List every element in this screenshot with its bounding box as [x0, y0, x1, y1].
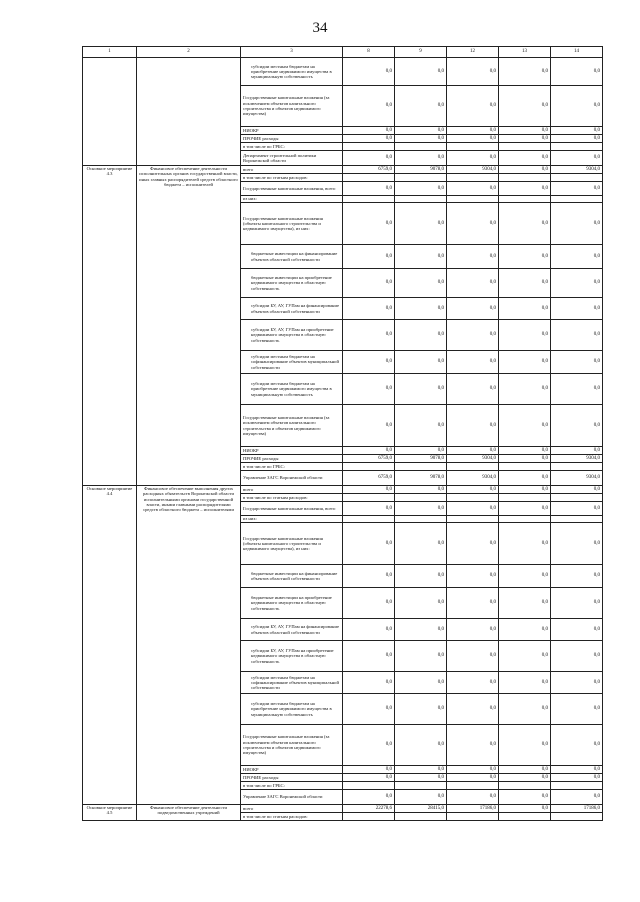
value-cell: 9304,0: [551, 166, 603, 174]
value-cell: 0,0: [343, 320, 395, 351]
value-cell: 0,0: [447, 320, 499, 351]
value-cell: [395, 463, 447, 471]
value-cell: [395, 196, 447, 203]
value-cell: 0,0: [343, 766, 395, 774]
expense-item-cell: Управление ЗАГС Воронежской области: [241, 471, 343, 486]
value-cell: 0,0: [447, 565, 499, 588]
value-cell: 6759,0: [343, 455, 395, 463]
value-cell: 0,0: [447, 641, 499, 672]
value-cell: 0,0: [395, 298, 447, 320]
value-cell: 0,0: [447, 269, 499, 298]
value-cell: 0,0: [551, 135, 603, 143]
value-cell: 0,0: [395, 502, 447, 516]
value-cell: 0,0: [395, 405, 447, 447]
value-cell: 0,0: [551, 641, 603, 672]
expense-item-cell: бюджетные инвестиции на финансирование объектов областной собственности: [241, 245, 343, 269]
value-cell: 0,0: [499, 523, 551, 565]
table-row: [83, 58, 603, 86]
value-cell: 0,0: [551, 269, 603, 298]
value-cell: 0,0: [395, 523, 447, 565]
value-cell: 0,0: [447, 447, 499, 455]
value-cell: 0,0: [343, 151, 395, 166]
value-cell: 0,0: [343, 694, 395, 725]
value-cell: 9078,0: [395, 455, 447, 463]
value-cell: 0,0: [447, 405, 499, 447]
value-cell: 0,0: [343, 565, 395, 588]
expense-item-cell: ПРОЧИЕ расходы: [241, 774, 343, 782]
value-cell: 0,0: [447, 766, 499, 774]
value-cell: [343, 516, 395, 523]
expense-item-cell: бюджетные инвестиции на приобретение недвижимого имущества в областную собственность: [241, 588, 343, 619]
expense-item-cell: НИОКР: [241, 127, 343, 135]
value-cell: 17186,0: [447, 805, 499, 813]
value-cell: 0,0: [447, 619, 499, 641]
value-cell: 0,0: [343, 203, 395, 245]
value-cell: 0,0: [343, 725, 395, 766]
expense-item-cell: Государственные капитальные вложения (объекты капитального строительства и недвижимого имущества), из них:: [241, 203, 343, 245]
value-cell: 0,0: [395, 374, 447, 405]
value-cell: 0,0: [343, 774, 395, 782]
value-cell: 0,0: [343, 269, 395, 298]
value-cell: 0,0: [551, 725, 603, 766]
value-cell: 0,0: [395, 774, 447, 782]
value-cell: 0,0: [395, 766, 447, 774]
value-cell: 0,0: [395, 619, 447, 641]
value-cell: [499, 143, 551, 151]
value-cell: [499, 516, 551, 523]
value-cell: 0,0: [551, 405, 603, 447]
value-cell: 0,0: [395, 641, 447, 672]
value-cell: [343, 463, 395, 471]
expense-item-cell: Государственные капитальные вложения (за исключением объектов капитального строительства и объектов недвижимого имущества): [241, 86, 343, 127]
value-cell: [343, 196, 395, 203]
value-cell: 0,0: [447, 298, 499, 320]
value-cell: [343, 494, 395, 502]
value-cell: 0,0: [551, 672, 603, 694]
value-cell: 0,0: [395, 588, 447, 619]
value-cell: 0,0: [499, 58, 551, 86]
value-cell: 0,0: [499, 405, 551, 447]
value-cell: 0,0: [499, 471, 551, 486]
value-cell: [343, 143, 395, 151]
value-cell: 0,0: [551, 502, 603, 516]
measure-number-cell: Основное мероприятие 4.3: [83, 166, 137, 486]
value-cell: 0,0: [395, 447, 447, 455]
value-cell: [551, 516, 603, 523]
value-cell: 0,0: [551, 127, 603, 135]
value-cell: 0,0: [499, 447, 551, 455]
value-cell: [499, 196, 551, 203]
value-cell: [395, 813, 447, 821]
value-cell: 0,0: [499, 641, 551, 672]
expense-item-cell: НИОКР: [241, 766, 343, 774]
expense-item-cell: из них:: [241, 516, 343, 523]
value-cell: 0,0: [447, 351, 499, 374]
expense-item-cell: субсидии местным бюджетам на приобретение недвижимого имущества в муниципальную собственность: [241, 58, 343, 86]
value-cell: 0,0: [551, 298, 603, 320]
value-cell: 0,0: [499, 320, 551, 351]
expense-item-cell: в том числе по статьям расходов:: [241, 813, 343, 821]
value-cell: 6759,0: [343, 471, 395, 486]
value-cell: 0,0: [447, 774, 499, 782]
value-cell: 0,0: [499, 127, 551, 135]
value-cell: [499, 174, 551, 182]
value-cell: [551, 174, 603, 182]
value-cell: 0,0: [343, 641, 395, 672]
value-cell: 9304,0: [551, 471, 603, 486]
value-cell: 0,0: [499, 588, 551, 619]
value-cell: 9304,0: [551, 455, 603, 463]
value-cell: 9078,0: [395, 471, 447, 486]
expense-item-cell: НИОКР: [241, 447, 343, 455]
value-cell: 0,0: [447, 588, 499, 619]
table-row: [83, 805, 603, 813]
measure-description-cell: [137, 58, 241, 166]
value-cell: [551, 782, 603, 790]
measure-description-cell: Финансовое обеспечение деятельности подведомственных учреждений: [137, 805, 241, 821]
budget-table-container: [82, 46, 602, 821]
value-cell: 0,0: [551, 351, 603, 374]
value-cell: 0,0: [551, 320, 603, 351]
value-cell: 0,0: [551, 182, 603, 196]
value-cell: 0,0: [499, 86, 551, 127]
value-cell: [447, 463, 499, 471]
value-cell: 0,0: [343, 127, 395, 135]
value-cell: 0,0: [395, 565, 447, 588]
expense-item-cell: в том числе по статьям расходов:: [241, 174, 343, 182]
value-cell: 9304,0: [447, 455, 499, 463]
expense-item-cell: всего: [241, 805, 343, 813]
value-cell: 0,0: [395, 790, 447, 805]
value-cell: 0,0: [447, 672, 499, 694]
value-cell: 0,0: [343, 58, 395, 86]
expense-item-cell: субсидии БУ, АУ, ГУПам на финансирование объектов областной собственности: [241, 619, 343, 641]
expense-item-cell: в том числе по статьям расходов:: [241, 494, 343, 502]
expense-item-cell: субсидии местным бюджетам на приобретение недвижимого имущества в муниципальную собственность: [241, 694, 343, 725]
value-cell: 0,0: [395, 725, 447, 766]
value-cell: 0,0: [343, 486, 395, 494]
value-cell: 0,0: [343, 374, 395, 405]
value-cell: 0,0: [551, 86, 603, 127]
table-row: [83, 486, 603, 494]
value-cell: 0,0: [499, 135, 551, 143]
value-cell: 0,0: [447, 58, 499, 86]
expense-item-cell: в том числе по ГРБС:: [241, 782, 343, 790]
header-cell: 8: [343, 47, 395, 58]
measure-description-cell: Финансовое обеспечение выполнения других расходных обязательств Воронежской области исполнительными органами государственной власти, иными главными распорядителями средств областного бюджета – исполнителями: [137, 486, 241, 805]
header-row: [83, 47, 603, 58]
value-cell: 0,0: [551, 565, 603, 588]
value-cell: 0,0: [395, 151, 447, 166]
value-cell: 0,0: [343, 588, 395, 619]
value-cell: 0,0: [499, 619, 551, 641]
value-cell: 0,0: [499, 151, 551, 166]
header-cell: 2: [137, 47, 241, 58]
value-cell: 6759,0: [343, 166, 395, 174]
expense-item-cell: Департамент строительной политики Воронежской области: [241, 151, 343, 166]
value-cell: 0,0: [447, 127, 499, 135]
value-cell: 0,0: [499, 790, 551, 805]
value-cell: 0,0: [343, 182, 395, 196]
value-cell: 0,0: [447, 725, 499, 766]
expense-item-cell: в том числе по ГРБС:: [241, 143, 343, 151]
value-cell: 0,0: [551, 245, 603, 269]
value-cell: 9304,0: [447, 471, 499, 486]
value-cell: 0,0: [551, 203, 603, 245]
value-cell: 0,0: [395, 672, 447, 694]
budget-table: [82, 46, 603, 821]
value-cell: 0,0: [343, 351, 395, 374]
value-cell: 0,0: [447, 374, 499, 405]
value-cell: 0,0: [551, 588, 603, 619]
value-cell: 0,0: [447, 694, 499, 725]
value-cell: 0,0: [447, 502, 499, 516]
value-cell: 0,0: [447, 486, 499, 494]
value-cell: 0,0: [551, 619, 603, 641]
value-cell: [395, 143, 447, 151]
value-cell: 0,0: [499, 182, 551, 196]
value-cell: [447, 174, 499, 182]
value-cell: 0,0: [499, 203, 551, 245]
value-cell: 0,0: [551, 447, 603, 455]
value-cell: 0,0: [447, 523, 499, 565]
value-cell: 0,0: [447, 182, 499, 196]
value-cell: 0,0: [499, 766, 551, 774]
expense-item-cell: субсидии БУ, АУ, ГУПам на приобретение недвижимого имущества в областную собственность: [241, 320, 343, 351]
value-cell: [343, 813, 395, 821]
expense-item-cell: субсидии БУ, АУ, ГУПам на приобретение недвижимого имущества в областную собственность: [241, 641, 343, 672]
expense-item-cell: субсидии местным бюджетам на приобретение недвижимого имущества в муниципальную собственность: [241, 374, 343, 405]
value-cell: 0,0: [395, 135, 447, 143]
value-cell: 0,0: [395, 182, 447, 196]
expense-item-cell: бюджетные инвестиции на финансирование объектов областной собственности: [241, 565, 343, 588]
value-cell: 0,0: [395, 58, 447, 86]
value-cell: 0,0: [343, 86, 395, 127]
value-cell: [447, 516, 499, 523]
value-cell: 22278,6: [343, 805, 395, 813]
value-cell: 0,0: [499, 694, 551, 725]
value-cell: 0,0: [447, 790, 499, 805]
value-cell: [343, 782, 395, 790]
expense-item-cell: субсидии местным бюджетам на софинансирование объектов муниципальной собственности: [241, 351, 343, 374]
value-cell: 0,0: [343, 672, 395, 694]
value-cell: 0,0: [551, 523, 603, 565]
value-cell: 0,0: [551, 374, 603, 405]
value-cell: 0,0: [499, 486, 551, 494]
value-cell: [551, 196, 603, 203]
expense-item-cell: субсидии БУ, АУ, ГУПам на финансирование объектов областной собственности: [241, 298, 343, 320]
expense-item-cell: Управление ЗАГС Воронежской области: [241, 790, 343, 805]
value-cell: [551, 813, 603, 821]
value-cell: [447, 196, 499, 203]
value-cell: 0,0: [499, 725, 551, 766]
expense-item-cell: из них:: [241, 196, 343, 203]
value-cell: 0,0: [395, 203, 447, 245]
value-cell: [447, 813, 499, 821]
value-cell: 0,0: [447, 151, 499, 166]
value-cell: 0,0: [499, 805, 551, 813]
table-row: [83, 166, 603, 174]
value-cell: 0,0: [395, 486, 447, 494]
value-cell: [343, 174, 395, 182]
value-cell: 0,0: [499, 374, 551, 405]
expense-item-cell: всего: [241, 166, 343, 174]
value-cell: [499, 494, 551, 502]
value-cell: [499, 813, 551, 821]
expense-item-cell: ПРОЧИЕ расходы: [241, 455, 343, 463]
header-cell: 14: [551, 47, 603, 58]
value-cell: 0,0: [551, 766, 603, 774]
value-cell: 9304,0: [447, 166, 499, 174]
value-cell: [447, 494, 499, 502]
value-cell: [447, 782, 499, 790]
value-cell: 0,0: [343, 447, 395, 455]
value-cell: 0,0: [551, 790, 603, 805]
value-cell: 0,0: [343, 502, 395, 516]
header-cell: 9: [395, 47, 447, 58]
value-cell: [499, 782, 551, 790]
value-cell: 0,0: [551, 774, 603, 782]
value-cell: 0,0: [499, 269, 551, 298]
value-cell: 0,0: [343, 245, 395, 269]
expense-item-cell: бюджетные инвестиции на приобретение недвижимого имущества в областную собственность: [241, 269, 343, 298]
expense-item-cell: Государственные капитальные вложения (за исключением объектов капитального строительства и объектов недвижимого имущества): [241, 405, 343, 447]
expense-item-cell: Государственные капитальные вложения, всего: [241, 502, 343, 516]
value-cell: 0,0: [499, 166, 551, 174]
value-cell: 0,0: [343, 790, 395, 805]
measure-description-cell: Финансовое обеспечение деятельности исполнительных органов государственной власти, иных главных распорядителей средств областного бюджета – исполнителей: [137, 166, 241, 486]
expense-item-cell: Государственные капитальные вложения (объекты капитального строительства и недвижимого имущества), из них:: [241, 523, 343, 565]
value-cell: 17186,0: [551, 805, 603, 813]
header-cell: 1: [83, 47, 137, 58]
header-cell: 12: [447, 47, 499, 58]
value-cell: 9078,0: [395, 166, 447, 174]
value-cell: [447, 143, 499, 151]
value-cell: 28415,0: [395, 805, 447, 813]
value-cell: [499, 463, 551, 471]
value-cell: 0,0: [499, 502, 551, 516]
value-cell: 0,0: [551, 694, 603, 725]
expense-item-cell: Государственные капитальные вложения, всего: [241, 182, 343, 196]
measure-number-cell: Основное мероприятие 4.5: [83, 805, 137, 821]
value-cell: 0,0: [395, 86, 447, 127]
value-cell: 0,0: [447, 203, 499, 245]
value-cell: [395, 516, 447, 523]
measure-number-cell: [83, 58, 137, 166]
value-cell: 0,0: [343, 135, 395, 143]
expense-item-cell: всего: [241, 486, 343, 494]
value-cell: [395, 494, 447, 502]
value-cell: 0,0: [343, 298, 395, 320]
value-cell: 0,0: [499, 565, 551, 588]
value-cell: 0,0: [499, 455, 551, 463]
value-cell: 0,0: [499, 351, 551, 374]
value-cell: 0,0: [343, 523, 395, 565]
value-cell: 0,0: [499, 298, 551, 320]
value-cell: 0,0: [551, 151, 603, 166]
value-cell: 0,0: [343, 405, 395, 447]
measure-number-cell: Основное мероприятие 4.4: [83, 486, 137, 805]
value-cell: [395, 174, 447, 182]
value-cell: 0,0: [499, 672, 551, 694]
value-cell: [551, 463, 603, 471]
value-cell: 0,0: [395, 127, 447, 135]
header-cell: 13: [499, 47, 551, 58]
value-cell: [551, 494, 603, 502]
value-cell: 0,0: [447, 135, 499, 143]
value-cell: 0,0: [395, 320, 447, 351]
page-number: 34: [312, 20, 328, 36]
expense-item-cell: субсидии местным бюджетам на софинансирование объектов муниципальной собственности: [241, 672, 343, 694]
value-cell: 0,0: [499, 774, 551, 782]
value-cell: 0,0: [447, 86, 499, 127]
header-cell: 3: [241, 47, 343, 58]
value-cell: [395, 782, 447, 790]
value-cell: 0,0: [395, 351, 447, 374]
expense-item-cell: Государственные капитальные вложения (за исключением объектов капитального строительства и объектов недвижимого имущества): [241, 725, 343, 766]
expense-item-cell: ПРОЧИЕ расходы: [241, 135, 343, 143]
value-cell: 0,0: [447, 245, 499, 269]
value-cell: [551, 143, 603, 151]
value-cell: 0,0: [343, 619, 395, 641]
value-cell: 0,0: [395, 245, 447, 269]
value-cell: 0,0: [395, 694, 447, 725]
value-cell: 0,0: [551, 486, 603, 494]
value-cell: 0,0: [551, 58, 603, 86]
expense-item-cell: в том числе по ГРБС:: [241, 463, 343, 471]
table-body: [83, 47, 603, 821]
value-cell: 0,0: [499, 245, 551, 269]
value-cell: 0,0: [395, 269, 447, 298]
